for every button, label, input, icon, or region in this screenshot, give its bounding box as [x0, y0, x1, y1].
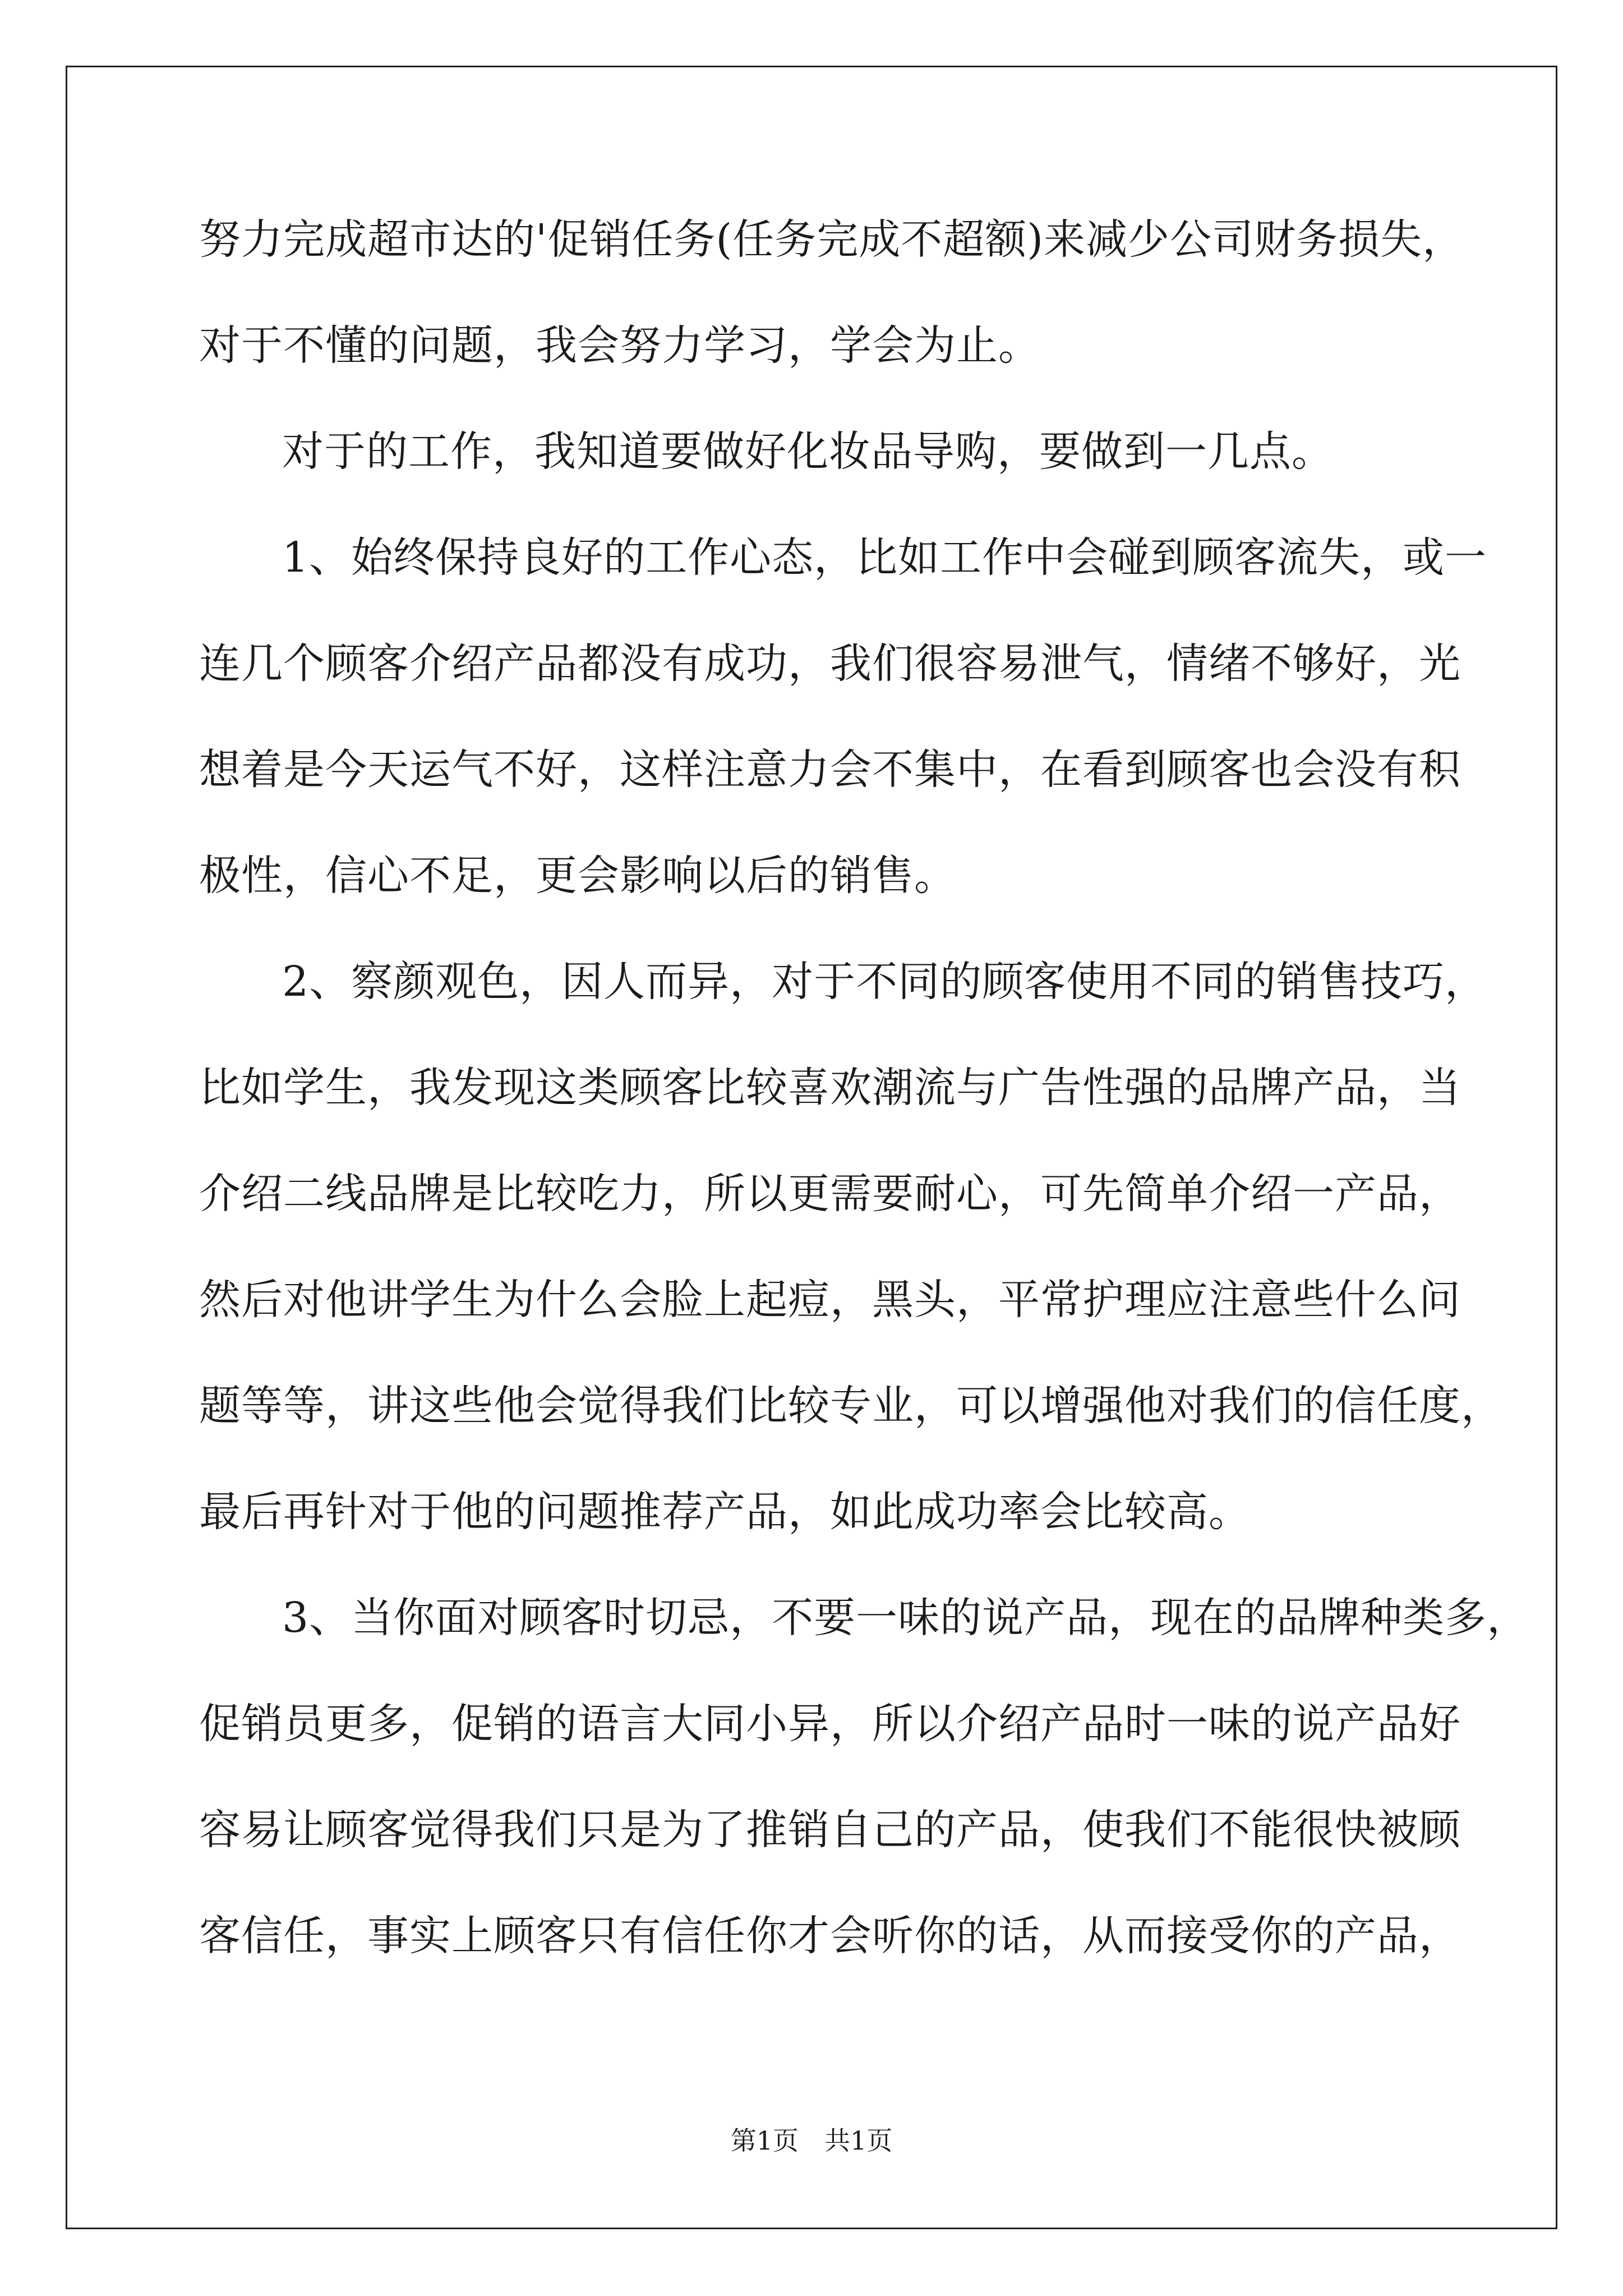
text-line: 然后对他讲学生为什么会脸上起痘，黑头，平常护理应注意些什么问: [199, 1276, 1461, 1324]
text-line: 1、始终保持良好的工作心态，比如工作中会碰到顾客流失，或一: [282, 533, 1487, 582]
text-line: 题等等，讲这些他会觉得我们比较专业，可以增强他对我们的信任度，: [199, 1382, 1503, 1430]
text-line: 极性，信心不足，更会影响以后的销售。: [199, 852, 956, 900]
text-line: 对于不懂的问题，我会努力学习，学会为止。: [199, 321, 1040, 370]
text-line: 想着是今天运气不好，这样注意力会不集中，在看到顾客也会没有积: [199, 746, 1461, 794]
text-line: 2、察颜观色，因人而异，对于不同的顾客使用不同的销售技巧，: [282, 958, 1487, 1006]
text-line: 促销员更多，促销的语言大同小异，所以介绍产品时一味的说产品好: [199, 1700, 1461, 1748]
text-line: 比如学生，我发现这类顾客比较喜欢潮流与广告性强的品牌产品，当: [199, 1064, 1461, 1112]
text-line: 客信任，事实上顾客只有信任你才会听你的话，从而接受你的产品，: [199, 1912, 1461, 1960]
text-line: 介绍二线品牌是比较吃力，所以更需要耐心，可先简单介绍一产品，: [199, 1170, 1461, 1218]
text-line: 最后再针对于他的问题推荐产品，如此成功率会比较高。: [199, 1488, 1251, 1536]
page-footer: [0, 2125, 1623, 2156]
text-line: 连几个顾客介绍产品都没有成功，我们很容易泄气，情绪不够好，光: [199, 639, 1461, 688]
text-line: 容易让顾客觉得我们只是为了推销自己的产品，使我们不能很快被顾: [199, 1806, 1461, 1854]
document-body: [199, 213, 1529, 2016]
text-line: 努力完成超市达的'促销任务(任务完成不超额)来减少公司财务损失，: [199, 215, 1465, 264]
page-total: 共1页: [824, 2125, 893, 2156]
page-number: 第1页: [730, 2125, 799, 2156]
text-line: 对于的工作，我知道要做好化妆品导购，要做到一几点。: [282, 427, 1334, 476]
text-line: 3、当你面对顾客时切忌，不要一味的说产品，现在的品牌种类多，: [282, 1594, 1529, 1642]
